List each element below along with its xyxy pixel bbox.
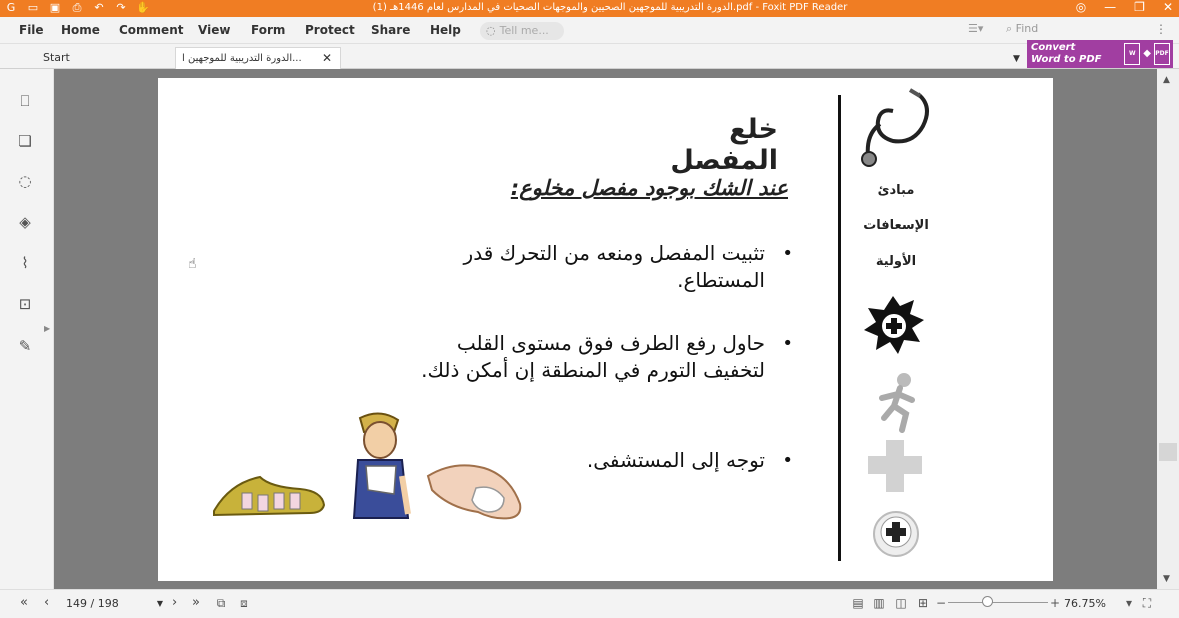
open-icon[interactable]: ▭	[27, 1, 39, 14]
menu-comment[interactable]: Comment	[119, 23, 184, 37]
stethoscope-icon	[858, 86, 938, 171]
page-dropdown-icon[interactable]: ▼	[156, 599, 163, 608]
more-options-icon[interactable]: ⋮	[1155, 22, 1167, 36]
status-bar	[0, 589, 1179, 618]
fullscreen-icon[interactable]: ⛶	[1142, 596, 1152, 610]
close-window-button[interactable]: ✕	[1162, 0, 1173, 14]
side-label: مبادئ	[877, 183, 915, 198]
zoom-level[interactable]: 76.75%	[1064, 597, 1106, 610]
tell-me-search[interactable]	[480, 22, 564, 40]
last-page-icon[interactable]: »	[192, 595, 200, 610]
continuous-view-icon[interactable]: ▥	[873, 596, 885, 610]
tab-bar	[0, 44, 1179, 69]
security-lock-icon[interactable]: ⊡	[18, 295, 32, 313]
zoom-dropdown-icon[interactable]: ▾	[1125, 596, 1133, 610]
previous-page-icon[interactable]: ‹	[44, 595, 50, 610]
bandaged-foot-illustration	[210, 463, 328, 523]
zoom-slider-knob[interactable]	[982, 596, 993, 607]
tell-me-placeholder: Tell me...	[499, 24, 549, 37]
single-page-view-icon[interactable]: ▤	[852, 596, 864, 610]
convert-label: Convert	[1031, 42, 1076, 53]
find-placeholder: Find	[1015, 22, 1039, 35]
tab-document[interactable]	[175, 47, 341, 69]
page-number-value: 149 / 198	[66, 597, 119, 610]
hand-tool-icon[interactable]: ✋	[136, 1, 150, 14]
zoom-slider[interactable]	[948, 602, 1048, 603]
menu-bar	[0, 17, 1179, 44]
side-label: الإسعافات	[863, 218, 929, 233]
side-label: الأولية	[875, 254, 917, 269]
first-aid-splat-icon	[858, 290, 928, 360]
foxit-logo-icon: G	[6, 1, 16, 14]
scroll-up-icon[interactable]: ▲	[1163, 75, 1170, 85]
menu-form[interactable]: Form	[251, 23, 286, 37]
bullet-text: توجه إلى المستشفى.	[586, 448, 765, 472]
page-number-input[interactable]	[63, 595, 167, 613]
title-bar	[0, 0, 1179, 17]
menu-share[interactable]: Share	[371, 23, 411, 37]
pdf-page	[158, 78, 1053, 581]
layers-icon[interactable]: ◈	[19, 213, 31, 231]
pdf-doc-icon: PDF	[1154, 43, 1170, 65]
close-tab-icon[interactable]: ✕	[321, 51, 332, 65]
undo-icon[interactable]: ↶	[94, 1, 104, 14]
signature-icon[interactable]: ✎	[18, 337, 32, 355]
zoom-in-icon[interactable]: +	[1049, 596, 1061, 610]
bandaged-hand-illustration	[424, 458, 526, 524]
save-icon[interactable]: ▣	[49, 1, 61, 14]
slide-title: خلع المفصل	[670, 114, 778, 176]
vertical-divider	[838, 95, 841, 561]
vertical-scrollbar[interactable]	[1157, 69, 1179, 589]
quick-access-toolbar	[4, 1, 150, 15]
bullet-dot: •	[782, 243, 793, 264]
scroll-down-icon[interactable]: ▼	[1163, 574, 1170, 584]
minimize-button[interactable]: —	[1104, 0, 1117, 14]
bullet-dot: •	[782, 333, 793, 354]
arrow-right-icon: ◆	[1143, 48, 1151, 59]
find-area	[968, 22, 1039, 35]
menu-help[interactable]: Help	[430, 23, 461, 37]
plus-button-icon	[872, 510, 920, 562]
convert-word-to-pdf-button[interactable]	[1027, 40, 1173, 68]
left-sidebar	[0, 69, 54, 589]
zoom-out-icon[interactable]: −	[935, 596, 947, 610]
running-figure-icon	[870, 370, 930, 434]
window-title: الدورة التدريبية للموجهين الصحيين والموجهات الصحيات في المدارس لعام 1446هـ (1).pdf - Foxit PDF Reader	[372, 2, 848, 13]
menu-protect[interactable]: Protect	[305, 23, 355, 37]
bullet-dot: •	[782, 450, 793, 471]
tab-start[interactable]: Start	[43, 51, 70, 64]
next-page-icon[interactable]: ›	[172, 595, 178, 610]
bullet-item	[413, 330, 793, 384]
slide-subtitle: عند الشك بوجود مفصل مخلوع:	[510, 176, 788, 200]
facing-view-icon[interactable]: ◫	[895, 596, 907, 610]
convert-sublabel: Word to PDF	[1031, 54, 1102, 65]
convert-icons	[1124, 43, 1170, 65]
copy-page-icon[interactable]: ⧉	[216, 596, 226, 610]
window-controls	[1076, 0, 1173, 14]
search-options-icon[interactable]: ☰▾	[968, 22, 984, 35]
word-doc-icon: W	[1124, 43, 1140, 65]
bookmark-icon[interactable]: ⎕	[20, 92, 30, 110]
medical-cross-icon	[866, 438, 924, 494]
continuous-facing-view-icon[interactable]: ⊞	[917, 596, 929, 610]
menu-home[interactable]: Home	[61, 23, 100, 37]
restore-button[interactable]: ❐	[1134, 0, 1145, 14]
menu-file[interactable]: File	[19, 23, 44, 37]
pages-icon[interactable]: ❏	[18, 132, 32, 150]
bullet-text: تثبيت المفصل ومنعه من التحرك قدر المستطاع.	[463, 241, 765, 292]
attachment-icon[interactable]: ⌇	[21, 254, 29, 272]
comments-icon[interactable]: ◌	[18, 172, 32, 190]
dropdown-arrow-icon[interactable]: ▼	[1013, 54, 1020, 64]
redo-icon[interactable]: ↷	[116, 1, 126, 14]
expand-panel-icon[interactable]: ▶	[44, 324, 51, 333]
tab-document-label: الدورة التدريبية للموجهين ا...	[182, 53, 302, 64]
bullet-item	[413, 240, 793, 294]
print-icon[interactable]: ⎙	[72, 1, 82, 14]
account-icon[interactable]: ◎	[1075, 0, 1087, 14]
bullet-text: حاول رفع الطرف فوق مستوى القلب لتخفيف التورم في المنطقة إن أمكن ذلك.	[421, 331, 765, 382]
first-page-icon[interactable]: «	[20, 595, 28, 610]
lightbulb-icon: ◌	[486, 24, 496, 37]
paste-page-icon[interactable]: ⧈	[240, 596, 248, 610]
menu-view[interactable]: View	[198, 23, 231, 37]
scroll-thumb[interactable]	[1159, 443, 1177, 461]
injured-boy-illustration	[344, 410, 416, 522]
hand-cursor-icon: ☝	[188, 256, 197, 272]
find-input[interactable]: ⌕ Find	[1006, 22, 1039, 35]
